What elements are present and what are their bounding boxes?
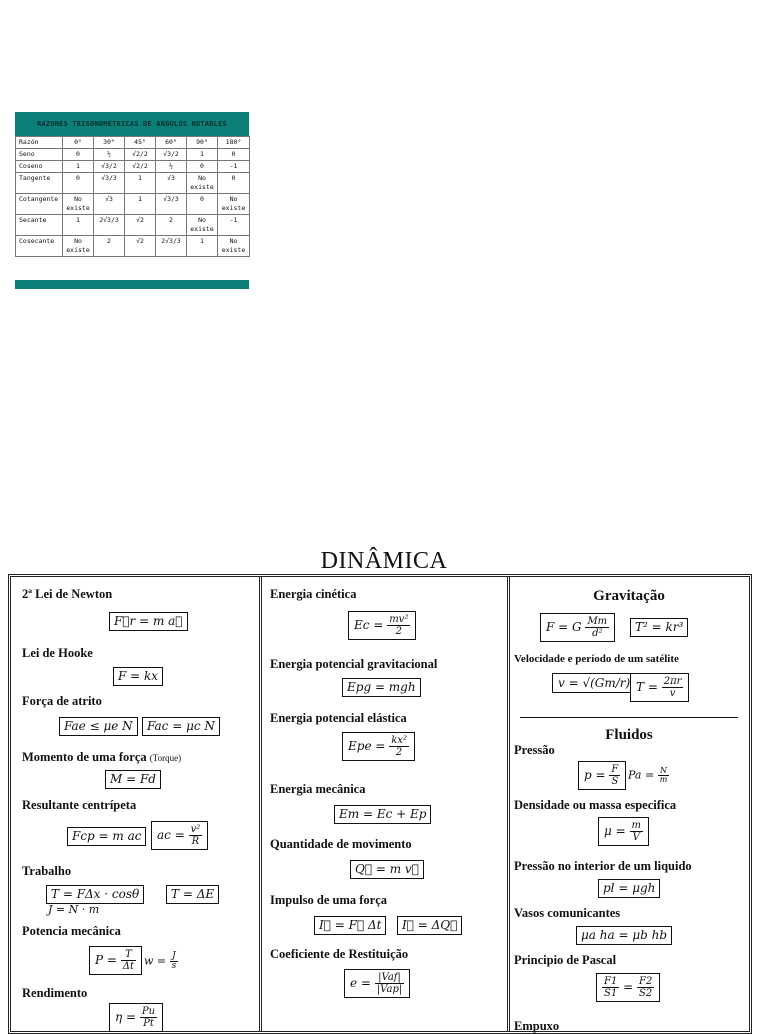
- pascal-den-2: S2: [639, 988, 653, 999]
- pressao-liquido-formula: pl = μgh: [598, 879, 660, 898]
- sat-period-den: v: [669, 688, 676, 699]
- centripeta-force-formula: Fcp = m ac: [67, 827, 146, 846]
- gravitacao-force-formula: [540, 613, 615, 642]
- impulso-formula: I⃗ = F⃗ Δt: [314, 916, 386, 935]
- mecanica-heading: Energia mecânica: [270, 782, 366, 796]
- centripeta-accel-formula: [151, 821, 208, 850]
- trig-cell: No existe: [187, 173, 218, 194]
- dinamica-title: DINÂMICA: [320, 548, 448, 574]
- atrito-static-formula: Fae ≤ μe N: [59, 717, 138, 736]
- trabalho-formula: T = FΔx · cosθ: [46, 885, 144, 904]
- momento-formula: M = Fd: [105, 770, 161, 789]
- pressao-heading: Pressão: [514, 743, 555, 757]
- trig-header-cell: 60°: [156, 137, 187, 149]
- column-1: [14, 577, 262, 1031]
- trig-header-cell: 180°: [218, 137, 250, 149]
- trabalho-heading: Trabalho: [22, 864, 72, 878]
- trig-table-row: [16, 161, 250, 173]
- trig-cell: ½: [94, 149, 125, 161]
- trig-cell: ½: [156, 161, 187, 173]
- trig-header-cell: 30°: [94, 137, 125, 149]
- potencia-unit: [144, 952, 178, 971]
- trig-cell: No existe: [218, 194, 250, 215]
- trig-cell: √2/2: [125, 149, 156, 161]
- rendimento-den: Pt: [143, 1018, 154, 1029]
- cinetica-fraction: [387, 614, 410, 637]
- pascal-den-1: S1: [604, 988, 618, 999]
- restituicao-num: |Vaf|: [375, 972, 404, 984]
- densidade-left: μ =: [604, 824, 626, 838]
- restituicao-formula: [344, 969, 410, 998]
- rendimento-fraction: [140, 1006, 157, 1029]
- trig-cell: √3: [156, 173, 187, 194]
- column-2: [262, 577, 510, 1031]
- trig-table-footer-bar: [15, 280, 249, 289]
- trig-cell: No existe: [187, 215, 218, 236]
- grav-force-left: F = G: [546, 620, 582, 634]
- atrito-kinetic-formula: Fac = μc N: [142, 717, 220, 736]
- pressao-unit-num: N: [658, 767, 670, 776]
- trig-cell: 1: [125, 194, 156, 215]
- trig-table-row: [16, 173, 250, 194]
- hooke-heading: Lei de Hooke: [22, 646, 93, 660]
- trig-cell: √3/2: [94, 161, 125, 173]
- pressao-unit-left: Pa =: [628, 768, 655, 782]
- centripeta-accel-fraction: [189, 824, 203, 847]
- empuxo-heading: Empuxo: [514, 1019, 560, 1033]
- trig-cell: 2√3/3: [156, 236, 187, 257]
- trig-row-label: Secante: [16, 215, 63, 236]
- rendimento-num: Pu: [141, 1006, 156, 1017]
- trabalho-energy-formula: T = ΔE: [166, 885, 219, 904]
- cinetica-left: Ec =: [354, 618, 384, 632]
- trig-header-cell: 45°: [125, 137, 156, 149]
- trig-cell: 0: [187, 161, 218, 173]
- trig-header-cell: 90°: [187, 137, 218, 149]
- centripeta-heading: Resultante centrípeta: [22, 798, 137, 812]
- vasos-heading: Vasos comunicantes: [514, 906, 621, 920]
- trig-row-label: Seno: [16, 149, 63, 161]
- momento-heading: [22, 750, 181, 765]
- momento-heading-text: Momento de uma força: [22, 750, 147, 764]
- potencia-fraction: [121, 949, 136, 972]
- trig-cell: √2/2: [125, 161, 156, 173]
- trig-cell: √2: [125, 236, 156, 257]
- satelite-velocity-formula: v = √(Gm/r): [552, 673, 636, 693]
- trig-cell: 0: [187, 194, 218, 215]
- pressao-den: S: [611, 776, 619, 787]
- densidade-num: m: [631, 820, 641, 831]
- densidade-heading: Densidade ou massa especifica: [514, 798, 677, 812]
- cinetica-heading: Energia cinética: [270, 587, 357, 601]
- pot-grav-formula: Epg = mgh: [342, 678, 421, 697]
- centripeta-accel-num: v²: [190, 824, 201, 835]
- trig-cell: 0: [63, 173, 94, 194]
- pascal-fraction-1: [602, 976, 619, 999]
- grav-force-fraction: [585, 616, 609, 639]
- trig-cell: √3/2: [156, 149, 187, 161]
- trig-cell: 2: [156, 215, 187, 236]
- trig-table-grid: [15, 136, 250, 257]
- newton-formula: F⃗r = m a⃗: [109, 612, 188, 631]
- impulso-heading: Impulso de uma força: [270, 893, 388, 907]
- satelite-heading: Velocidade e período de um satélite: [514, 653, 679, 665]
- pot-elast-den: 2: [395, 747, 403, 758]
- trig-table-row: [16, 149, 250, 161]
- pot-elast-heading: Energia potencial elástica: [270, 711, 407, 725]
- trig-cell: No existe: [63, 236, 94, 257]
- trig-cell: 2√3/3: [94, 215, 125, 236]
- trig-cell: 1: [125, 173, 156, 194]
- newton-heading: 2ª Lei de Newton: [22, 587, 113, 601]
- restituicao-den: |Vap|: [376, 984, 403, 995]
- trig-table-row: [16, 215, 250, 236]
- trig-row-label: Cotangente: [16, 194, 63, 215]
- densidade-den: V: [632, 832, 640, 843]
- sat-period-num: 2πr: [663, 676, 682, 687]
- kepler-formula: T² = kr³: [630, 618, 688, 637]
- pascal-num-1: F1: [604, 976, 618, 987]
- pot-grav-heading: Energia potencial gravitacional: [270, 657, 438, 671]
- pressao-unit-den: m: [659, 775, 668, 784]
- atrito-heading: Força de atrito: [22, 694, 102, 708]
- trig-cell: 0: [218, 173, 250, 194]
- rendimento-heading: Rendimento: [22, 986, 88, 1000]
- trig-cell: √3: [94, 194, 125, 215]
- pot-elast-formula: [342, 732, 415, 761]
- centripeta-accel-den: R: [191, 836, 200, 847]
- satelite-period-formula: [630, 673, 689, 702]
- trig-cell: 1: [187, 149, 218, 161]
- potencia-unit-fraction: [170, 952, 179, 971]
- cinetica-den: 2: [395, 626, 402, 637]
- trig-cell: -1: [218, 161, 250, 173]
- pressao-left: p =: [584, 768, 606, 782]
- qmov-heading: Quantidade de movimento: [270, 837, 412, 851]
- sat-period-left: T =: [636, 680, 658, 694]
- fluidos-heading: Fluidos: [605, 727, 653, 743]
- potencia-num: T: [121, 949, 136, 961]
- pascal-num-2: F2: [639, 976, 653, 987]
- trig-cell: 1: [187, 236, 218, 257]
- trig-row-label: Coseno: [16, 161, 63, 173]
- grav-force-den: d²: [592, 628, 603, 639]
- pot-elast-num: kx²: [391, 735, 407, 746]
- momento-note: (Torque): [149, 753, 182, 763]
- pascal-fraction-2: [637, 976, 654, 999]
- trig-row-label: Cosecante: [16, 236, 63, 257]
- restituicao-left: e =: [350, 976, 371, 990]
- trig-cell: √3/3: [94, 173, 125, 194]
- pressao-formula: [578, 761, 626, 790]
- densidade-formula: [598, 817, 649, 846]
- restituicao-heading: Coeficiente de Restituição: [270, 947, 409, 961]
- pressao-fraction: [609, 764, 620, 787]
- trig-cell: 0: [63, 149, 94, 161]
- trig-table-row: [16, 194, 250, 215]
- pressao-unit-fraction: [658, 767, 670, 784]
- pascal-heading: Principio de Pascal: [514, 953, 617, 967]
- trig-table: [15, 112, 249, 289]
- pot-elast-fraction: [389, 735, 409, 758]
- trig-table-header-row: [16, 137, 250, 149]
- pressao-num: F: [611, 764, 619, 775]
- trig-cell: √2: [125, 215, 156, 236]
- formula-sheet: [8, 574, 752, 1034]
- mecanica-formula: Em = Ec + Ep: [334, 805, 431, 824]
- potencia-unit-num: J: [170, 952, 179, 962]
- section-divider: [520, 717, 738, 718]
- potencia-heading: Potencia mecânica: [22, 924, 121, 938]
- vasos-formula: μa ha = μb hb: [576, 926, 672, 945]
- cinetica-formula: [348, 611, 416, 640]
- qmov-formula: Q⃗ = m v⃗: [350, 860, 424, 879]
- potencia-unit-den: s: [171, 961, 177, 971]
- densidade-fraction: [630, 820, 643, 843]
- pressao-unit: [628, 767, 669, 784]
- hooke-formula: F = kx: [113, 667, 163, 686]
- trig-cell: 1: [63, 161, 94, 173]
- trig-cell: 1: [63, 215, 94, 236]
- potencia-left: P =: [95, 953, 117, 967]
- trig-table-row: [16, 236, 250, 257]
- trig-cell: 2: [94, 236, 125, 257]
- trabalho-unit: J = N · m: [48, 903, 100, 916]
- potencia-formula: [89, 946, 142, 975]
- trig-header-cell: 0°: [63, 137, 94, 149]
- trig-table-title: RAZONES TRIGONOMÉTRICAS DE ÁNGULOS NOTABLES: [15, 112, 249, 136]
- potencia-den: Δt: [122, 961, 135, 972]
- trig-cell: √3/3: [156, 194, 187, 215]
- cinetica-num: mv²: [389, 614, 409, 625]
- potencia-unit-left: w =: [144, 954, 167, 968]
- centripeta-accel-left: ac =: [157, 828, 185, 842]
- grav-force-num: Mm: [587, 616, 608, 627]
- column-3: [510, 577, 748, 1031]
- trig-cell: 0: [218, 149, 250, 161]
- sat-period-fraction: [662, 676, 684, 699]
- trig-cell: No existe: [63, 194, 94, 215]
- gravitacao-heading: Gravitação: [593, 588, 665, 604]
- trig-row-label: Tangente: [16, 173, 63, 194]
- trig-cell: -1: [218, 215, 250, 236]
- pascal-formula: $\frac{F1}{S1}$ = $\frac{F2}{S2}$: [596, 973, 660, 1002]
- trig-cell: No existe: [218, 236, 250, 257]
- pot-elast-left: Epe =: [348, 739, 386, 753]
- impulso-momentum-formula: I⃗ = ΔQ⃗: [397, 916, 462, 935]
- pressao-liquido-heading: Pressão no interior de um liquido: [514, 859, 692, 873]
- rendimento-formula: [109, 1003, 163, 1032]
- restituicao-fraction: [375, 972, 404, 995]
- trig-header-cell: Razón: [16, 137, 63, 149]
- rendimento-left: η =: [115, 1010, 137, 1024]
